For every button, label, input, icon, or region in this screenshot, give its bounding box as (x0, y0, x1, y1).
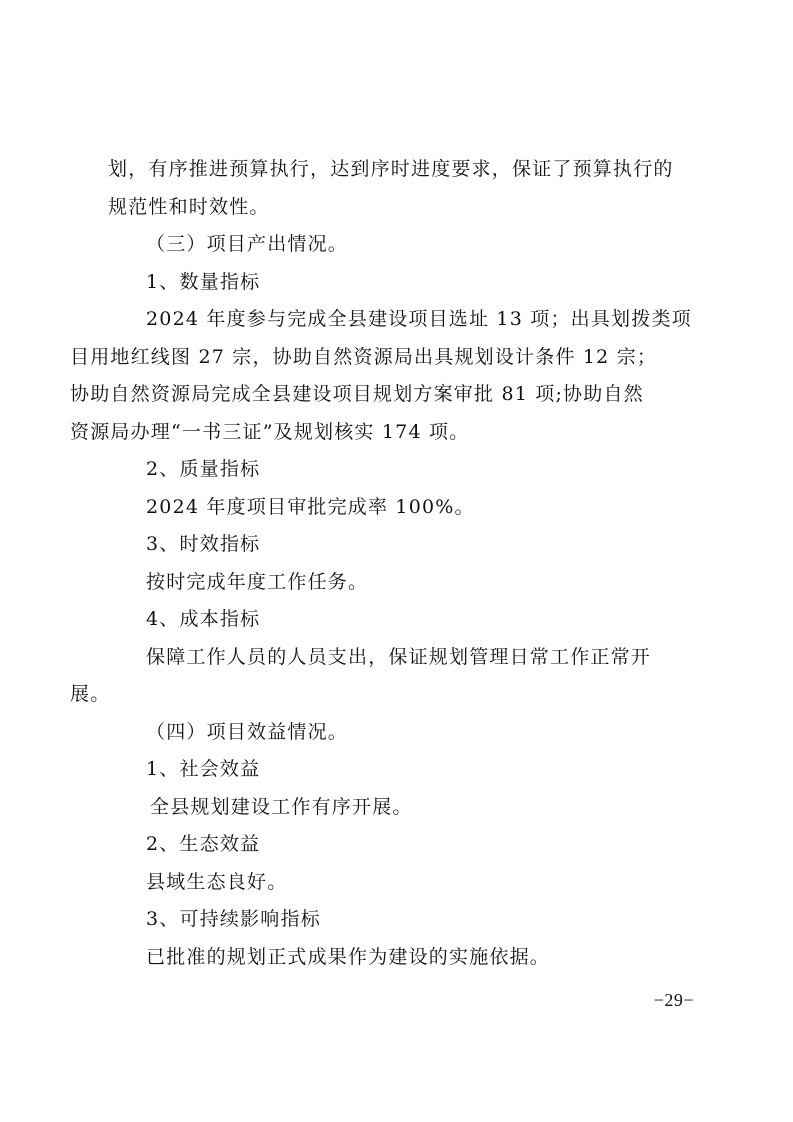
paragraph-ecological-benefit (108, 864, 692, 902)
paragraph-sustainability (108, 939, 692, 977)
text-line: 协助自然资源局完成全县建设项目规划方案审批 81 项;协助自然 (70, 383, 644, 405)
text-line: 1、数量指标 (146, 270, 261, 293)
page-number: −29− (653, 990, 694, 1010)
text-line: 3、可持续影响指标 (146, 908, 321, 930)
text-line: 1、社会效益 (146, 758, 261, 780)
paragraph-budget-continuation (108, 151, 692, 226)
section-heading-benefit (108, 714, 692, 752)
text-line: 已批准的规划正式成果作为建设的实施依据。 (146, 945, 551, 968)
text-line: 2、质量指标 (146, 458, 261, 480)
text-line: 2、生态效益 (146, 833, 261, 855)
subheading-sustainability (108, 901, 692, 939)
text-line: 全县规划建设工作有序开展。 (150, 795, 413, 818)
text-line: 2024 年度项目审批完成率 100%。 (146, 495, 475, 518)
text-line: 县域生态良好。 (146, 870, 288, 893)
paragraph-quantity (70, 301, 692, 451)
text-line: 4、成本指标 (146, 608, 261, 630)
paragraph-quality (108, 489, 692, 527)
text-line: 资源局办理“一书三证”及规划核实 174 项。 (70, 420, 470, 443)
text-line: 规范性和时效性。 (108, 195, 270, 218)
paragraph-cost (70, 639, 692, 714)
paragraph-timeliness (108, 564, 692, 602)
text-line: 2024 年度参与完成全县建设项目选址 13 项；出具划拨类项 (146, 308, 692, 330)
text-line: 保障工作人员的人员支出，保证规划管理日常工作正常开 (146, 645, 652, 668)
subheading-quantity (108, 264, 692, 302)
section-heading-output (108, 226, 692, 264)
subheading-quality (108, 451, 692, 489)
text-line: 目用地红线图 27 宗，协助自然资源局出具规划设计条件 12 宗； (70, 345, 658, 368)
text-line: （三）项目产出情况。 (146, 233, 349, 255)
text-line: （四）项目效益情况。 (146, 720, 349, 743)
subheading-timeliness (108, 526, 692, 564)
text-line: 划，有序推进预算执行，达到序时进度要求，保证了预算执行的 (108, 158, 674, 180)
subheading-ecological-benefit (108, 826, 692, 864)
subheading-cost (108, 601, 692, 639)
text-line: 按时完成年度工作任务。 (146, 570, 369, 593)
paragraph-social-benefit (108, 789, 692, 827)
subheading-social-benefit (108, 751, 692, 789)
text-line: 3、时效指标 (146, 533, 261, 555)
text-line: 展。 (70, 683, 111, 705)
body-text (70, 151, 692, 976)
